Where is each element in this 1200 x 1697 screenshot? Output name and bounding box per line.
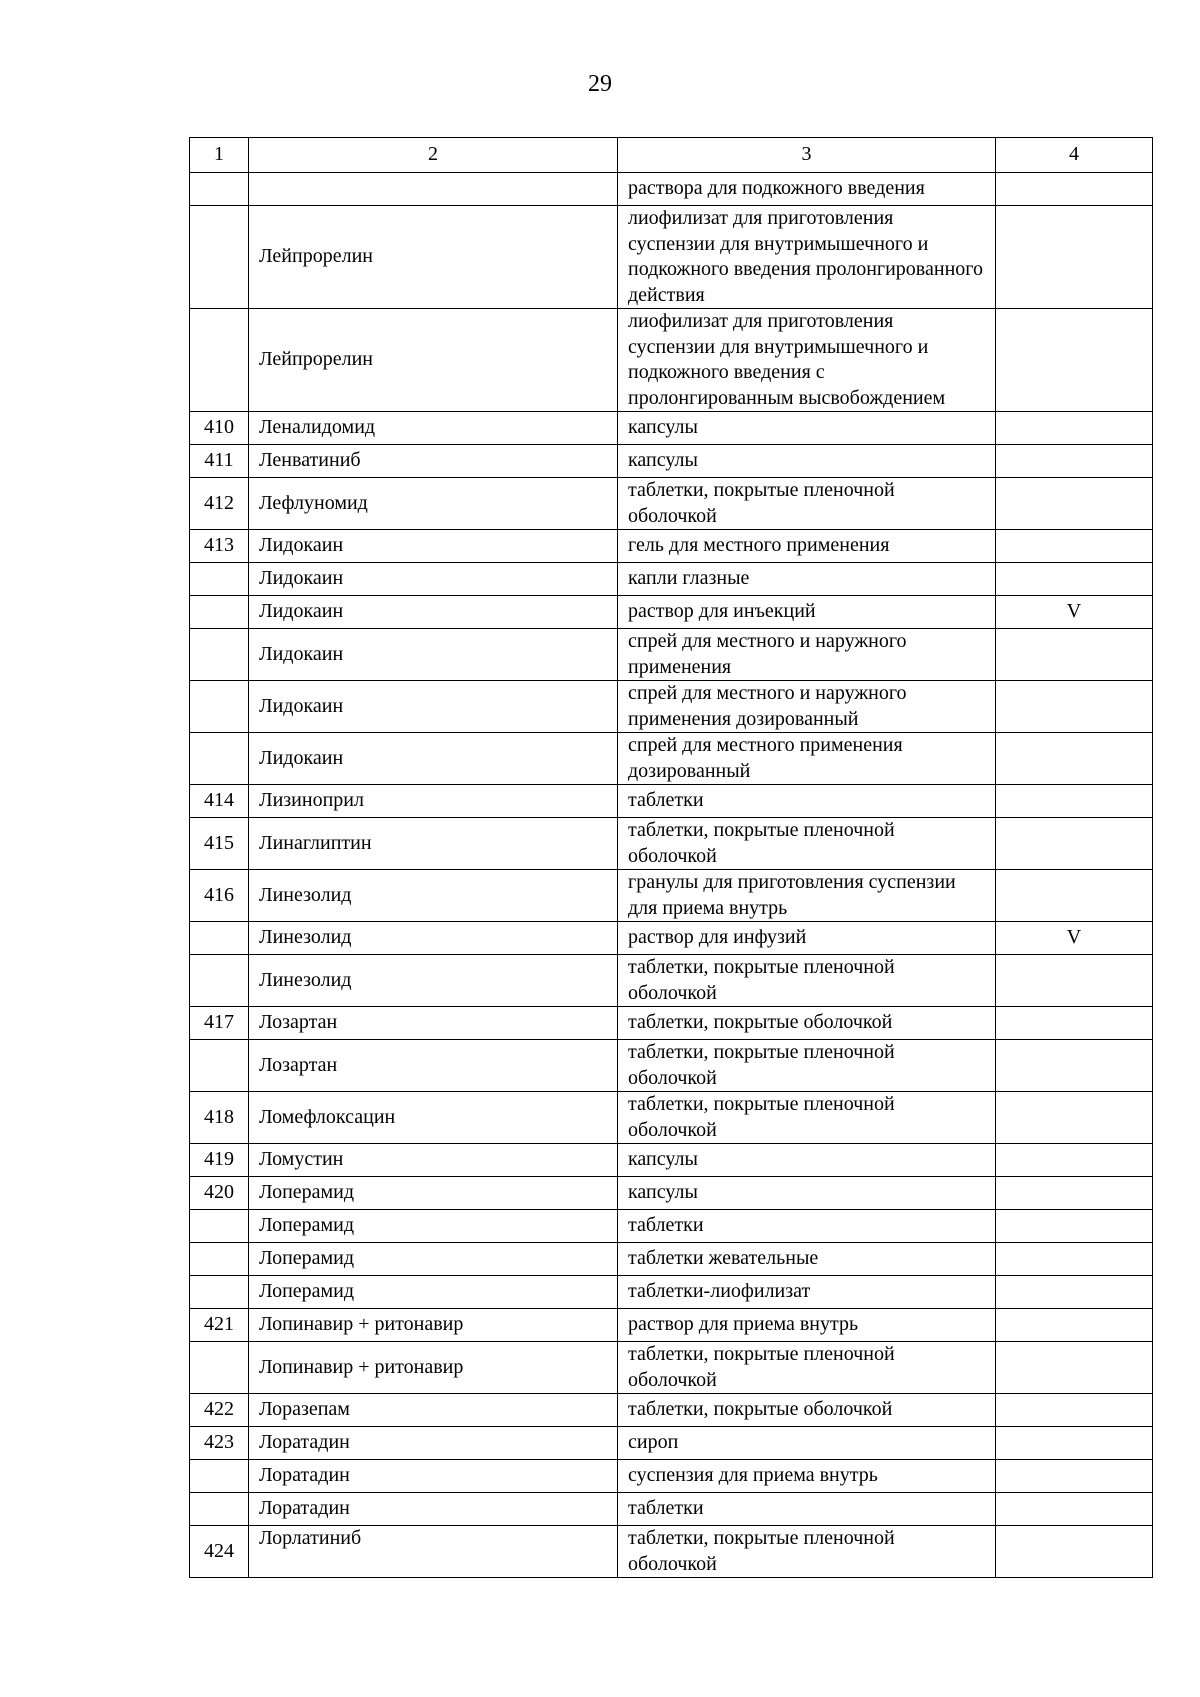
dosage-form: спрей для местного применения дозированный <box>618 733 996 785</box>
mark-cell <box>996 1243 1153 1276</box>
mark-cell <box>996 563 1153 596</box>
row-number <box>190 1210 249 1243</box>
drug-name: Лидокаин <box>249 530 618 563</box>
table-row <box>190 922 1153 955</box>
mark-cell <box>996 870 1153 922</box>
dosage-form: таблетки, покрытые пленочной оболочкой <box>618 955 996 1007</box>
mark-cell <box>996 733 1153 785</box>
dosage-form: гель для местного применения <box>618 530 996 563</box>
row-number <box>190 1243 249 1276</box>
dosage-form: таблетки, покрытые оболочкой <box>618 1394 996 1427</box>
row-number: 410 <box>190 412 249 445</box>
dosage-form: раствор для приема внутрь <box>618 1309 996 1342</box>
dosage-form: сироп <box>618 1427 996 1460</box>
row-number <box>190 955 249 1007</box>
table-row <box>190 206 1153 309</box>
drug-name: Лорлатиниб <box>249 1526 618 1578</box>
mark-cell <box>996 530 1153 563</box>
table-row <box>190 870 1153 922</box>
dosage-form: таблетки-лиофилизат <box>618 1276 996 1309</box>
table-row <box>190 412 1153 445</box>
table-row <box>190 629 1153 681</box>
mark-cell <box>996 1040 1153 1092</box>
dosage-form: таблетки <box>618 785 996 818</box>
drug-name: Лейпрорелин <box>249 206 618 309</box>
table-row <box>190 1144 1153 1177</box>
drug-name: Лоразепам <box>249 1394 618 1427</box>
row-number: 416 <box>190 870 249 922</box>
dosage-form: таблетки, покрытые оболочкой <box>618 1007 996 1040</box>
dosage-form: таблетки <box>618 1493 996 1526</box>
mark-cell <box>996 681 1153 733</box>
dosage-form: таблетки, покрытые пленочной оболочкой <box>618 818 996 870</box>
mark-cell <box>996 1342 1153 1394</box>
mark-cell <box>996 1394 1153 1427</box>
drug-name: Лидокаин <box>249 681 618 733</box>
row-number <box>190 681 249 733</box>
drug-name: Линезолид <box>249 922 618 955</box>
mark-cell <box>996 1427 1153 1460</box>
dosage-form: капсулы <box>618 412 996 445</box>
row-number <box>190 733 249 785</box>
drug-name: Линезолид <box>249 955 618 1007</box>
table-row <box>190 1177 1153 1210</box>
table-row <box>190 818 1153 870</box>
dosage-form: спрей для местного и наружного применения <box>618 629 996 681</box>
drug-name: Лоратадин <box>249 1460 618 1493</box>
drug-name: Лоперамид <box>249 1243 618 1276</box>
column-header-2: 2 <box>249 138 618 173</box>
table-header-row <box>190 138 1153 173</box>
mark-cell <box>996 206 1153 309</box>
drug-name: Лидокаин <box>249 596 618 629</box>
row-number <box>190 563 249 596</box>
table-row <box>190 596 1153 629</box>
drug-name: Лопинавир + ритонавир <box>249 1309 618 1342</box>
mark-cell <box>996 1460 1153 1493</box>
drug-name: Лоперамид <box>249 1276 618 1309</box>
table-row <box>190 1394 1153 1427</box>
row-number: 423 <box>190 1427 249 1460</box>
table-row <box>190 1427 1153 1460</box>
dosage-form: таблетки, покрытые пленочной оболочкой <box>618 478 996 530</box>
mark-cell <box>996 309 1153 412</box>
table-row <box>190 309 1153 412</box>
row-number <box>190 1460 249 1493</box>
row-number <box>190 629 249 681</box>
table-row <box>190 1007 1153 1040</box>
drug-name: Лоперамид <box>249 1177 618 1210</box>
table-row <box>190 955 1153 1007</box>
dosage-form: лиофилизат для приготовления суспензии для внутримышечного и подкожного введения пролонгированного действия <box>618 206 996 309</box>
dosage-form: раствор для инфузий <box>618 922 996 955</box>
row-number: 415 <box>190 818 249 870</box>
drug-name: Лефлуномид <box>249 478 618 530</box>
table-row <box>190 478 1153 530</box>
dosage-form: гранулы для приготовления суспензии для приема внутрь <box>618 870 996 922</box>
mark-cell <box>996 1177 1153 1210</box>
table-row <box>190 1243 1153 1276</box>
page-number: 29 <box>588 71 612 97</box>
row-number <box>190 309 249 412</box>
drug-name: Лоратадин <box>249 1427 618 1460</box>
drug-name: Лоперамид <box>249 1210 618 1243</box>
row-number <box>190 596 249 629</box>
table-row <box>190 1040 1153 1092</box>
table-row <box>190 1276 1153 1309</box>
mark-cell <box>996 629 1153 681</box>
drug-name: Лидокаин <box>249 563 618 596</box>
dosage-form: таблетки, покрытые пленочной оболочкой <box>618 1342 996 1394</box>
drug-name: Леналидомид <box>249 412 618 445</box>
dosage-form: таблетки жевательные <box>618 1243 996 1276</box>
dosage-form: капсулы <box>618 1144 996 1177</box>
table-row <box>190 530 1153 563</box>
mark-cell: V <box>996 596 1153 629</box>
dosage-form: капсулы <box>618 445 996 478</box>
row-number <box>190 1342 249 1394</box>
table-row <box>190 1526 1153 1578</box>
row-number: 421 <box>190 1309 249 1342</box>
row-number <box>190 206 249 309</box>
table-row <box>190 1342 1153 1394</box>
mark-cell <box>996 818 1153 870</box>
drug-name: Ленватиниб <box>249 445 618 478</box>
drug-name: Лопинавир + ритонавир <box>249 1342 618 1394</box>
table-row <box>190 733 1153 785</box>
mark-cell <box>996 955 1153 1007</box>
drug-name: Ломефлоксацин <box>249 1092 618 1144</box>
row-number: 414 <box>190 785 249 818</box>
mark-cell <box>996 1309 1153 1342</box>
row-number: 422 <box>190 1394 249 1427</box>
table-row <box>190 1493 1153 1526</box>
table-row <box>190 1309 1153 1342</box>
mark-cell <box>996 785 1153 818</box>
drug-name: Лейпрорелин <box>249 309 618 412</box>
mark-cell <box>996 412 1153 445</box>
column-header-4: 4 <box>996 138 1153 173</box>
mark-cell <box>996 173 1153 206</box>
mark-cell <box>996 1144 1153 1177</box>
table-row <box>190 173 1153 206</box>
row-number: 417 <box>190 1007 249 1040</box>
dosage-form: таблетки, покрытые пленочной оболочкой <box>618 1040 996 1092</box>
dosage-form: таблетки, покрытые пленочной оболочкой <box>618 1526 996 1578</box>
mark-cell: V <box>996 922 1153 955</box>
mark-cell <box>996 1210 1153 1243</box>
dosage-form: капсулы <box>618 1177 996 1210</box>
row-number: 420 <box>190 1177 249 1210</box>
dosage-form: капли глазные <box>618 563 996 596</box>
dosage-form: суспензия для приема внутрь <box>618 1460 996 1493</box>
medicines-table <box>189 137 1153 1578</box>
column-header-3: 3 <box>618 138 996 173</box>
mark-cell <box>996 1526 1153 1578</box>
mark-cell <box>996 1276 1153 1309</box>
row-number: 411 <box>190 445 249 478</box>
dosage-form: лиофилизат для приготовления суспензии для внутримышечного и подкожного введения с пролонгированным высвобождением <box>618 309 996 412</box>
column-header-1: 1 <box>190 138 249 173</box>
row-number: 424 <box>190 1526 249 1578</box>
row-number <box>190 1276 249 1309</box>
dosage-form: раствор для инъекций <box>618 596 996 629</box>
mark-cell <box>996 1092 1153 1144</box>
row-number <box>190 922 249 955</box>
drug-name: Лизиноприл <box>249 785 618 818</box>
drug-name: Линаглиптин <box>249 818 618 870</box>
table-row <box>190 563 1153 596</box>
row-number: 418 <box>190 1092 249 1144</box>
table-row <box>190 445 1153 478</box>
table-row <box>190 785 1153 818</box>
row-number: 413 <box>190 530 249 563</box>
dosage-form: таблетки, покрытые пленочной оболочкой <box>618 1092 996 1144</box>
dosage-form: таблетки <box>618 1210 996 1243</box>
mark-cell <box>996 478 1153 530</box>
drug-name: Лозартан <box>249 1007 618 1040</box>
row-number <box>190 1040 249 1092</box>
row-number: 419 <box>190 1144 249 1177</box>
drug-name: Лидокаин <box>249 629 618 681</box>
mark-cell <box>996 1493 1153 1526</box>
table-row <box>190 681 1153 733</box>
drug-name: Лоратадин <box>249 1493 618 1526</box>
table-row <box>190 1460 1153 1493</box>
dosage-form: спрей для местного и наружного применения дозированный <box>618 681 996 733</box>
mark-cell <box>996 445 1153 478</box>
row-number <box>190 173 249 206</box>
drug-name: Лидокаин <box>249 733 618 785</box>
drug-name: Линезолид <box>249 870 618 922</box>
row-number <box>190 1493 249 1526</box>
row-number: 412 <box>190 478 249 530</box>
mark-cell <box>996 1007 1153 1040</box>
table-row <box>190 1092 1153 1144</box>
drug-name <box>249 173 618 206</box>
dosage-form: раствора для подкожного введения <box>618 173 996 206</box>
drug-name: Лозартан <box>249 1040 618 1092</box>
drug-name: Ломустин <box>249 1144 618 1177</box>
table-row <box>190 1210 1153 1243</box>
